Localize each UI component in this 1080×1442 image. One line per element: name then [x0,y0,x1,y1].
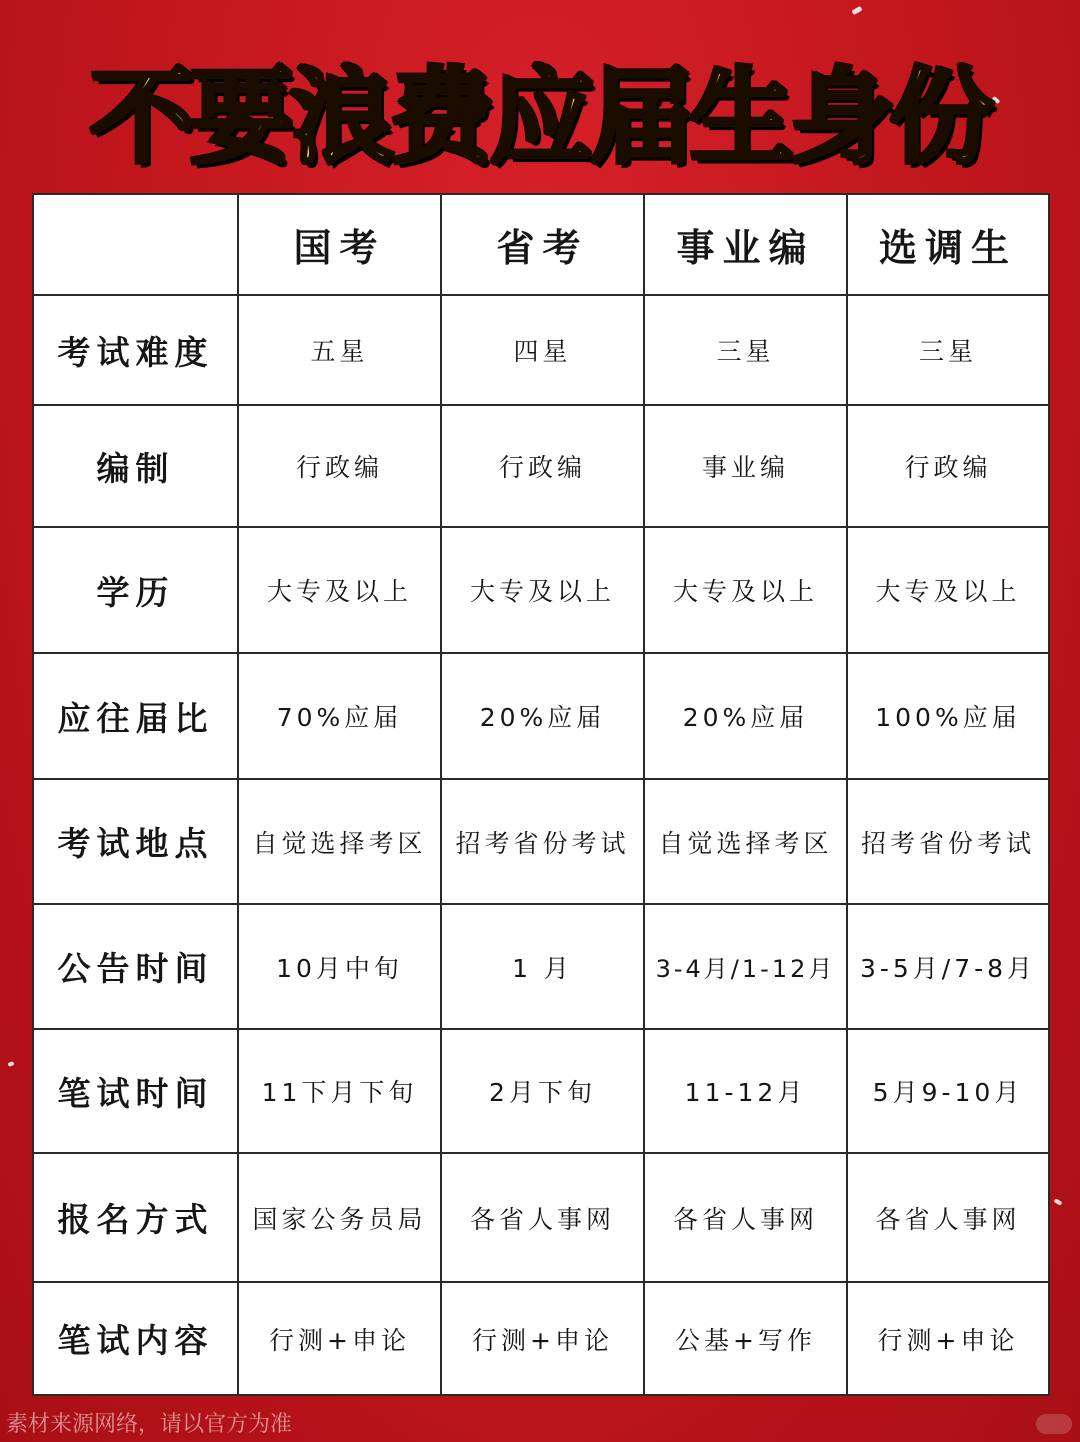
column-header-xuandiaosheng: 选调生 [847,194,1049,295]
table-row [33,1282,1049,1395]
table-row [33,1153,1049,1282]
table-cell: 3-5月/7-8月 [847,904,1049,1029]
table-cell: 三星 [644,295,847,405]
table-cell: 70%应届 [238,653,441,779]
table-cell: 行政编 [847,405,1049,527]
table-cell: 行政编 [238,405,441,527]
table-cell: 招考省份考试 [441,779,644,904]
watermark-badge [1036,1414,1072,1434]
table-cell: 2月下旬 [441,1029,644,1153]
table-cell: 3-4月/1-12月 [644,904,847,1029]
row-header: 考试难度 [33,295,238,405]
table-row [33,405,1049,527]
table-cell: 事业编 [644,405,847,527]
table-cell: 三星 [847,295,1049,405]
table-cell: 自觉选择考区 [238,779,441,904]
table-cell: 行政编 [441,405,644,527]
row-header: 公告时间 [33,904,238,1029]
table-cell: 大专及以上 [847,527,1049,653]
table-row [33,1029,1049,1153]
table-cell: 行测+申论 [238,1282,441,1395]
source-disclaimer: 素材来源网络，请以官方为准 [6,1412,293,1437]
table-cell: 1 月 [441,904,644,1029]
table-cell: 行测+申论 [847,1282,1049,1395]
comparison-table [32,193,1048,1394]
table-cell: 20%应届 [441,653,644,779]
row-header: 编制 [33,405,238,527]
row-header: 应往届比 [33,653,238,779]
page-title: 不要浪费应届生身份 [89,56,990,178]
table-cell: 五星 [238,295,441,405]
table-cell: 各省人事网 [847,1153,1049,1282]
table-cell: 自觉选择考区 [644,779,847,904]
column-header-shengkao: 省考 [441,194,644,295]
table-cell: 行测+申论 [441,1282,644,1395]
row-header: 笔试时间 [33,1029,238,1153]
table-cell: 公基+写作 [644,1282,847,1395]
table-header-row [33,194,1049,295]
table-cell: 100%应届 [847,653,1049,779]
table-row [33,527,1049,653]
table-cell: 20%应届 [644,653,847,779]
table-row [33,653,1049,779]
header-corner [33,194,238,295]
column-header-shiyebian: 事业编 [644,194,847,295]
table-cell: 国家公务员局 [238,1153,441,1282]
row-header: 报名方式 [33,1153,238,1282]
table-cell: 11下月下旬 [238,1029,441,1153]
table-cell: 10月中旬 [238,904,441,1029]
table-cell: 招考省份考试 [847,779,1049,904]
table-cell: 大专及以上 [441,527,644,653]
table-cell: 各省人事网 [441,1153,644,1282]
row-header: 笔试内容 [33,1282,238,1395]
table-cell: 四星 [441,295,644,405]
comparison-table-grid [32,193,1050,1396]
table-cell: 大专及以上 [238,527,441,653]
table-row [33,904,1049,1029]
column-header-guokao: 国考 [238,194,441,295]
row-header: 考试地点 [33,779,238,904]
table-cell: 各省人事网 [644,1153,847,1282]
table-cell: 11-12月 [644,1029,847,1153]
table-row [33,779,1049,904]
table-cell: 大专及以上 [644,527,847,653]
table-cell: 5月9-10月 [847,1029,1049,1153]
table-row [33,295,1049,405]
row-header: 学历 [33,527,238,653]
